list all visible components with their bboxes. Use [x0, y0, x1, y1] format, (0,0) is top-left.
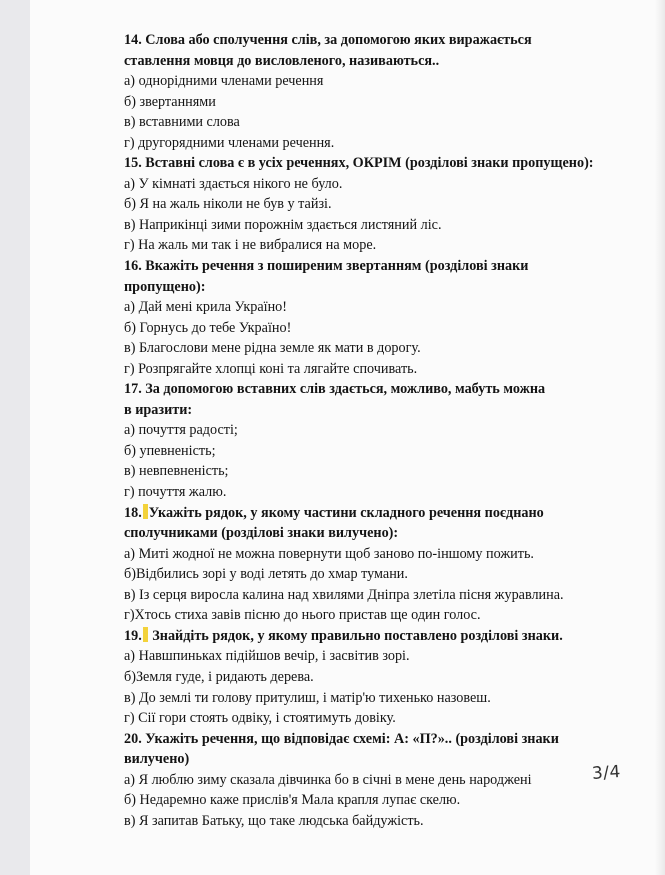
- question-18-title-line-1: [124, 503, 649, 524]
- question-16-option-b: б) Горнусь до тебе Україно!: [124, 319, 292, 336]
- highlight-mark: [143, 627, 148, 642]
- question-18-title-text: Укажіть рядок, у якому частини складного речення поєднано: [148, 504, 544, 521]
- question-17-title-line-1: 17. За допомогою вставних слів здається, можливо, мабуть можна: [124, 381, 546, 398]
- question-17-option-d: г) почуття жалю.: [124, 484, 227, 501]
- question-19-option-d: г) Сії гори стоять одвіку, і стоятимуть довіку.: [124, 710, 396, 727]
- document-text: [124, 30, 649, 831]
- question-14-option-b: б) звертаннями: [124, 93, 216, 110]
- question-18-title-line-2: сполучниками (розділові знаки вилучено):: [124, 525, 399, 542]
- question-15-option-c: в) Наприкінці зими порожнім здається листяний ліс.: [124, 216, 442, 233]
- question-17-title-line-2: в иразити:: [124, 401, 193, 418]
- question-20-option-a: а) Я люблю зиму сказала дівчинка бо в січні в мене день народжені: [124, 771, 532, 788]
- question-20-option-c: в) Я запитав Батьку, що таке людська байдужість.: [124, 812, 424, 829]
- question-14-option-d: г) другорядними членами речення.: [124, 134, 335, 151]
- question-19-option-a: а) Навшпиньках підійшов вечір, і засвітив зорі.: [124, 648, 410, 665]
- question-16-option-d: г) Розпрягайте хлопці коні та лягайте спочивать.: [124, 360, 418, 377]
- question-20-title-line-1: 20. Укажіть речення, що відповідає схемі: А: «П?».. (розділові знаки: [124, 730, 559, 747]
- question-17-option-a: а) почуття радості;: [124, 422, 238, 439]
- question-19-option-b: б)Земля гуде, і ридають дерева.: [124, 668, 314, 685]
- question-15-option-b: б) Я на жаль ніколи не був у тайзі.: [124, 196, 332, 213]
- question-15-option-a: а) У кімнаті здається нікого не було.: [124, 175, 343, 192]
- question-18-option-a: а) Миті жодної не можна повернути щоб заново по-іншому пожить.: [124, 545, 534, 562]
- question-18-option-b: б)Відбились зорі у воді летять до хмар тумани.: [124, 566, 408, 583]
- question-14-option-a: а) однорідними членами речення: [124, 73, 324, 90]
- question-14-title-line-1: 14. Слова або сполучення слів, за допомогою яких виражається: [124, 32, 532, 48]
- question-15-title: 15. Вставні слова є в усіх реченнях, ОКРІМ (розділові знаки пропущено):: [124, 155, 594, 172]
- question-20-option-b: б) Недаремно каже прислів'я Мала крапля лупає скелю.: [124, 792, 461, 809]
- question-19-option-c: в) До землі ти голову притулиш, і матір'ю тихенько назовеш.: [124, 689, 491, 706]
- highlight-mark: [143, 504, 148, 519]
- question-16-option-a: а) Дай мені крила Україно!: [124, 299, 287, 316]
- page-edge-shadow: [655, 0, 665, 875]
- question-20-title-line-2: вилучено): [124, 751, 190, 768]
- question-15-option-d: г) На жаль ми так і не вибралися на море.: [124, 237, 377, 254]
- question-14-option-c: в) вставними слова: [124, 114, 240, 131]
- question-18-option-c: в) Із серця виросла калина над хвилями Дніпра злетіла пісня журавлина.: [124, 586, 564, 603]
- question-18-number: 18.: [124, 504, 142, 521]
- question-14-title-line-2: ставлення мовця до висловленого, називаються..: [124, 52, 440, 69]
- question-18-option-d: г)Хтось стиха завів пісню до нього пристав ще один голос.: [124, 607, 481, 624]
- question-16-title-line-1: 16. Вкажіть речення з поширеним звертанням (розділові знаки: [124, 258, 529, 275]
- question-16-title-line-2: пропущено):: [124, 278, 206, 295]
- question-19-title-text: Знайдіть рядок, у якому правильно поставлено розділові знаки.: [152, 627, 563, 644]
- question-16-option-c: в) Благослови мене рідна земле як мати в дорогу.: [124, 340, 421, 357]
- handwritten-page-number: 3/4: [591, 762, 622, 784]
- question-17-option-c: в) невпевненість;: [124, 463, 229, 480]
- question-19-title: [124, 626, 649, 647]
- question-19-number: 19.: [124, 627, 142, 644]
- question-17-option-b: б) упевненість;: [124, 442, 216, 459]
- document-page: [30, 0, 665, 875]
